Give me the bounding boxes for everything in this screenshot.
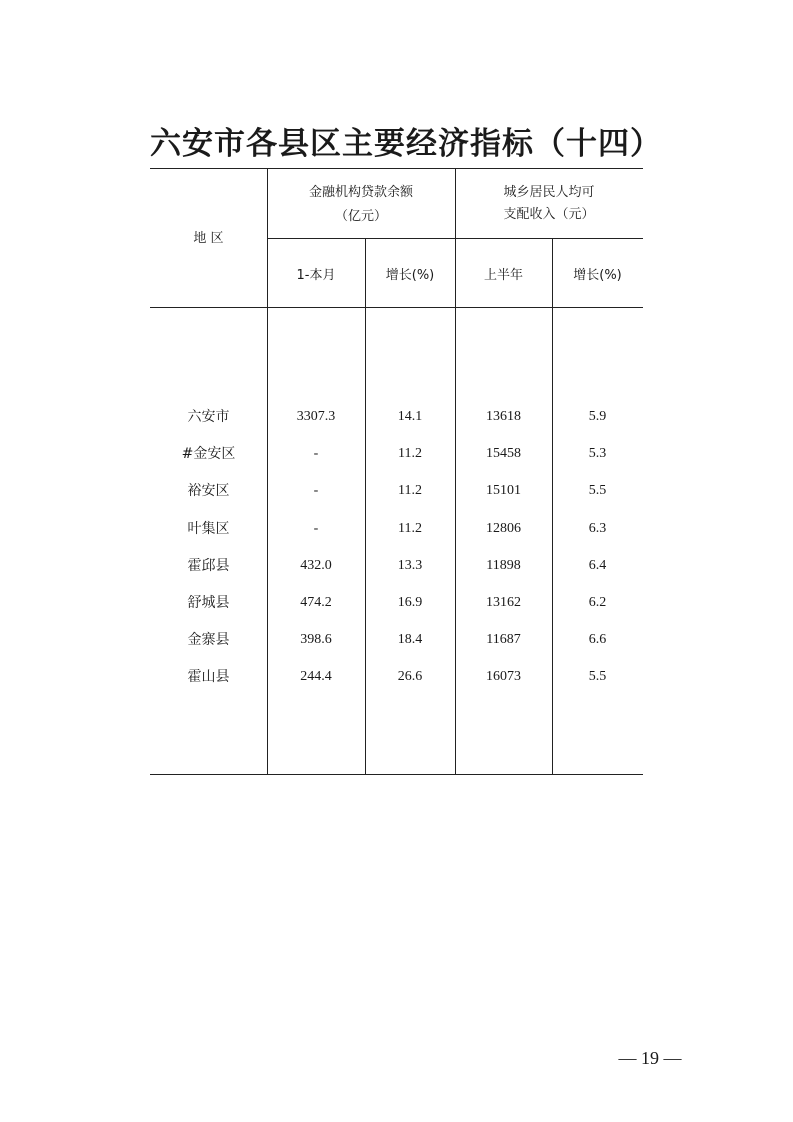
table-cell-income: 16073 bbox=[486, 669, 521, 685]
table-cell-loan-growth: 13.3 bbox=[397, 557, 423, 573]
col-divider-income bbox=[552, 238, 553, 775]
table-cell-loan: 474.2 bbox=[300, 595, 332, 610]
header-col-half-year: 上半年 bbox=[483, 268, 523, 283]
header-region: 地 区 bbox=[193, 231, 224, 246]
table-cell-loan-growth: 11.2 bbox=[398, 483, 422, 499]
header-loan-title: 金融机构贷款余额 bbox=[308, 185, 413, 200]
header-income-unit: 支配收入（元） bbox=[503, 207, 595, 222]
table-cell-income: 13618 bbox=[486, 409, 521, 424]
table-cell-loan-growth: 11.2 bbox=[398, 520, 422, 536]
table-bottom-rule bbox=[150, 774, 643, 775]
table-cell-loan-growth: 16.9 bbox=[397, 595, 423, 610]
table-cell-income: 15101 bbox=[486, 483, 521, 499]
economic-indicators-table bbox=[150, 168, 643, 775]
header-bottom-rule bbox=[150, 307, 643, 308]
table-cell-income: 11687 bbox=[486, 632, 521, 648]
table-cell-region: 金寨县 bbox=[187, 632, 230, 649]
table-cell-loan: - bbox=[313, 520, 319, 536]
table-cell-income-growth: 5.9 bbox=[588, 409, 607, 424]
table-cell-loan: 398.6 bbox=[300, 632, 332, 648]
table-cell-loan-growth: 26.6 bbox=[397, 669, 423, 685]
table-cell-income-growth: 5.3 bbox=[588, 446, 607, 462]
header-col-month: 1-本月 bbox=[296, 268, 336, 283]
table-cell-income: 13162 bbox=[486, 595, 521, 610]
table-cell-loan: 3307.3 bbox=[296, 409, 336, 424]
table-cell-region: 六安市 bbox=[187, 409, 230, 425]
col-divider-loan bbox=[365, 238, 366, 775]
table-cell-region: 霍邱县 bbox=[187, 557, 230, 574]
table-cell-loan-growth: 18.4 bbox=[397, 632, 423, 648]
table-cell-region: 舒城县 bbox=[187, 595, 230, 611]
table-top-rule bbox=[150, 168, 643, 169]
header-income-title: 城乡居民人均可 bbox=[503, 185, 595, 200]
header-loan-unit: （亿元） bbox=[334, 209, 387, 224]
table-cell-loan: 244.4 bbox=[300, 669, 332, 685]
table-cell-loan-growth: 11.2 bbox=[398, 446, 422, 462]
table-cell-loan: - bbox=[313, 446, 319, 462]
header-col-loan-growth: 增长(%) bbox=[385, 268, 435, 283]
table-cell-income-growth: 6.2 bbox=[588, 595, 607, 610]
table-cell-income-growth: 5.5 bbox=[588, 483, 607, 499]
table-cell-region: 裕安区 bbox=[187, 483, 230, 500]
table-cell-income-growth: 5.5 bbox=[588, 669, 607, 685]
table-cell-income: 12806 bbox=[486, 520, 521, 536]
table-cell-income-growth: 6.6 bbox=[588, 632, 607, 648]
table-cell-region: #金安区 bbox=[181, 446, 236, 463]
table-cell-income: 11898 bbox=[486, 557, 521, 573]
header-col-income-growth: 增长(%) bbox=[573, 268, 622, 283]
table-cell-income-growth: 6.3 bbox=[588, 520, 607, 536]
page-number: — 19 — bbox=[618, 1048, 682, 1068]
table-cell-income-growth: 6.4 bbox=[588, 557, 607, 573]
table-cell-loan-growth: 14.1 bbox=[397, 409, 423, 424]
table-cell-region: 叶集区 bbox=[187, 520, 230, 537]
table-cell-region: 霍山县 bbox=[187, 669, 230, 686]
table-cell-loan: 432.0 bbox=[300, 557, 332, 573]
page-title: 六安市各县区主要经济指标（十四） bbox=[150, 126, 662, 162]
table-cell-income: 15458 bbox=[486, 446, 521, 462]
table-cell-loan: - bbox=[313, 483, 319, 499]
